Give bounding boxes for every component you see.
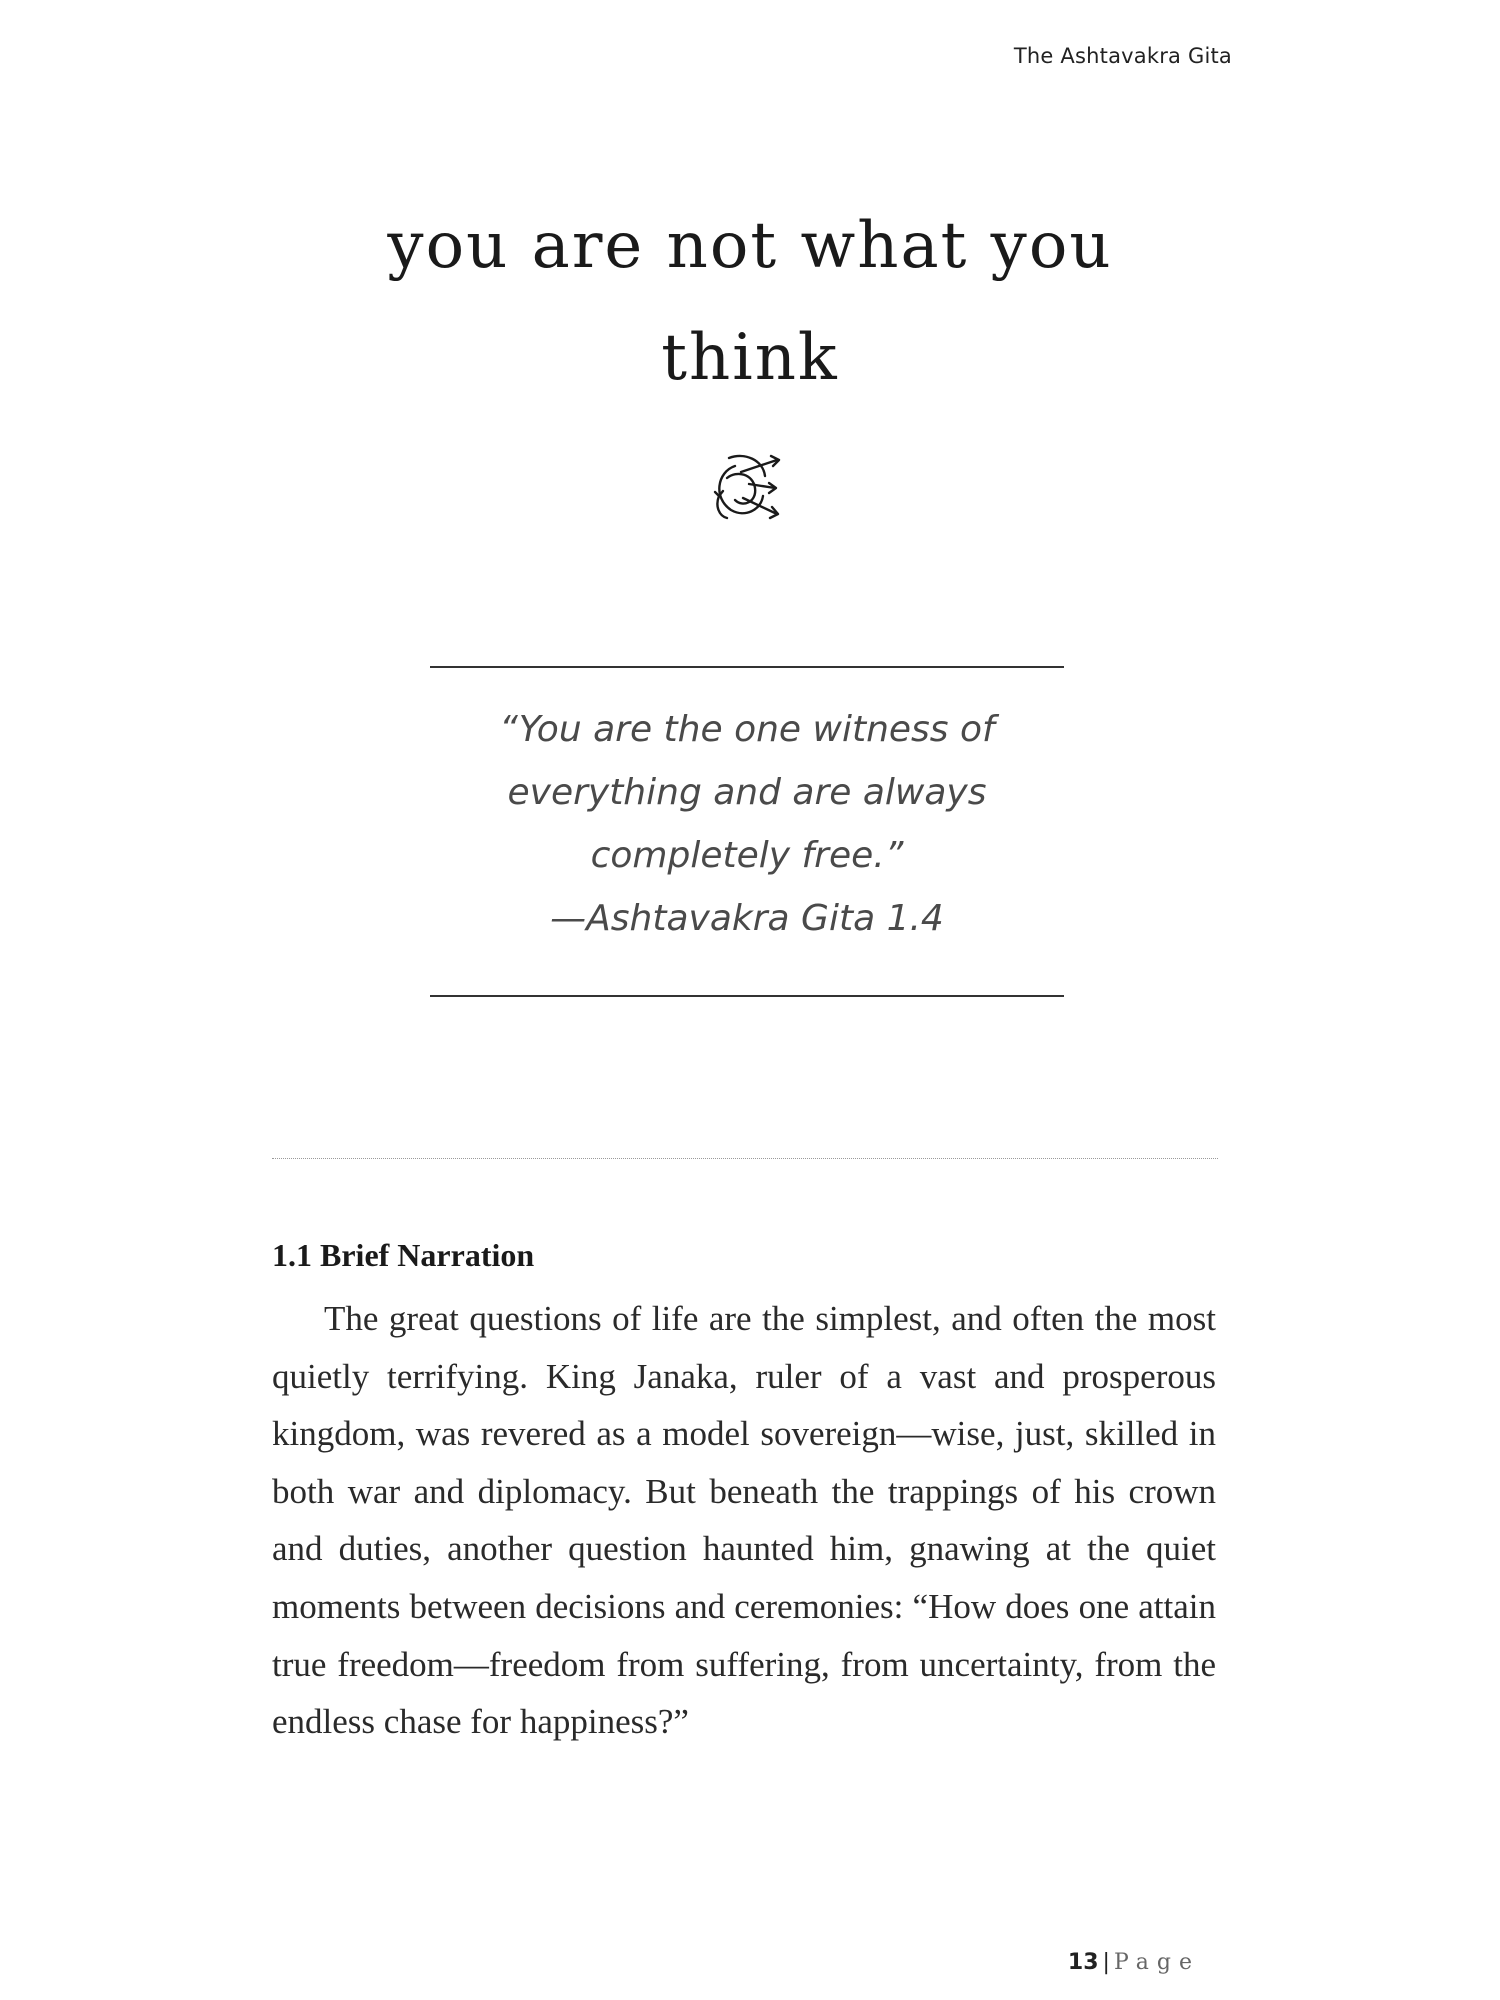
- section-divider: [272, 1158, 1218, 1159]
- page-number: [1068, 1950, 1200, 1975]
- epigraph-line-3: completely free.”: [590, 835, 904, 876]
- section-heading: 1.1 Brief Narration: [272, 1237, 535, 1273]
- chapter-title: [250, 190, 1250, 414]
- body-paragraph: The great questions of life are the simplest, and often the most quietly terrifying. King Janaka, ruler of a vast and prosperous kingdom, was revered as a model sovereign—wise, just, skilled in both war and diplomacy. But beneath the trappings of his crown and duties, another question haunted him, gnawing at the quiet moments between decisions and ceremonies: “How does one attain true freedom—freedom from suffering, from uncertainty, from the endless chase for happiness?”: [272, 1299, 1216, 1742]
- running-header: The Ashtavakra Gita: [1013, 44, 1232, 68]
- epigraph-top-rule: [430, 666, 1064, 668]
- epigraph-bottom-rule: [430, 995, 1064, 997]
- chapter-title-line-1: you are not what you: [387, 209, 1113, 283]
- epigraph-line-1: “You are the one witness of: [499, 709, 995, 750]
- chapter-title-line-2: think: [661, 321, 839, 395]
- page-number-separator: |: [1102, 1950, 1110, 1975]
- page-word: Page: [1113, 1950, 1200, 1975]
- epigraph-line-2: everything and are always: [507, 772, 987, 813]
- page-number-value: 13: [1067, 1950, 1099, 1975]
- swirl-ornament-icon: [705, 448, 795, 528]
- epigraph-quote: [430, 698, 1064, 950]
- epigraph-attribution: —Ashtavakra Gita 1.4: [550, 898, 944, 939]
